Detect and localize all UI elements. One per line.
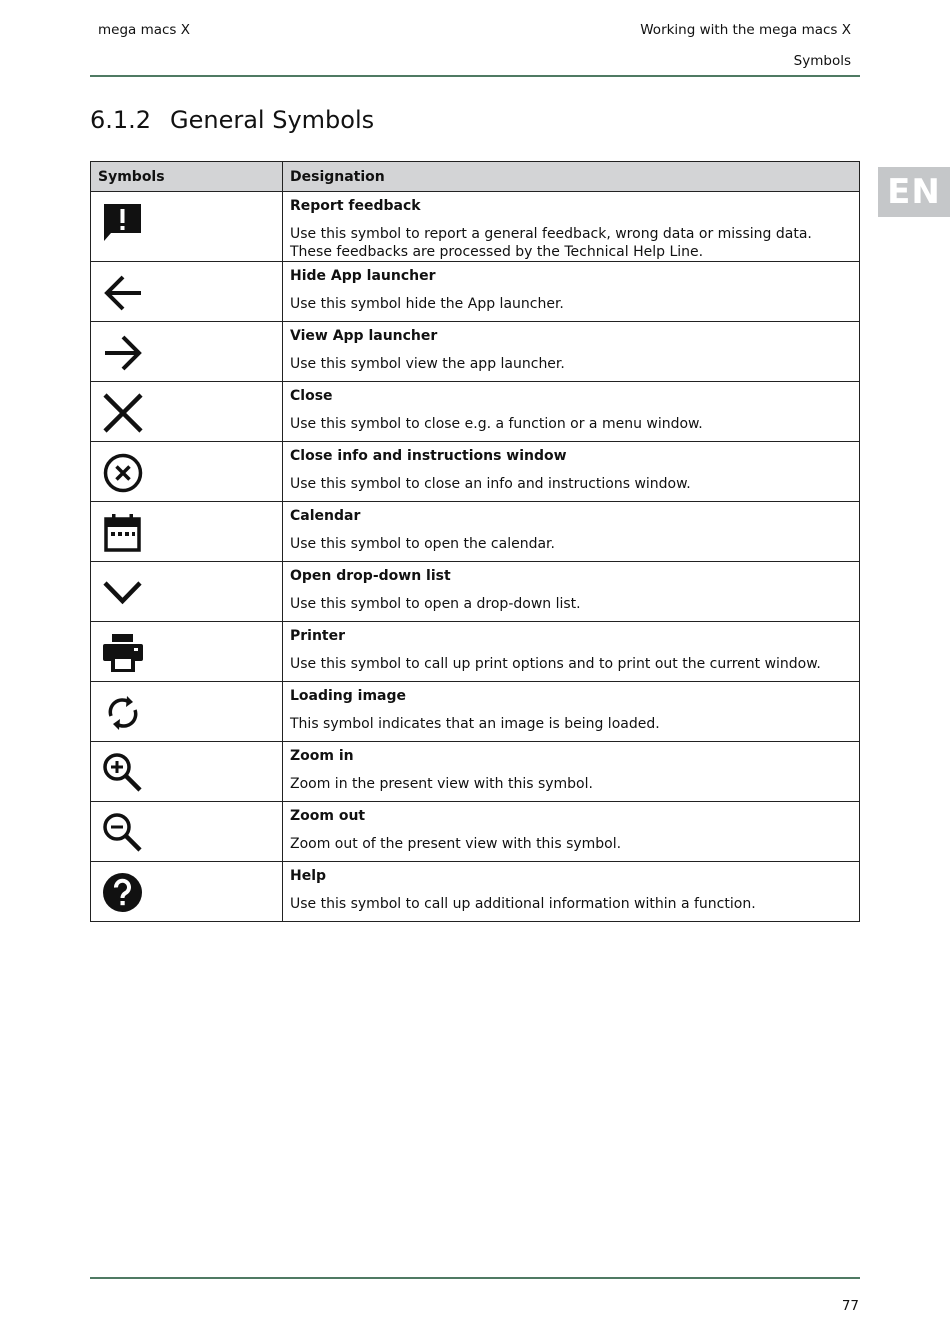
table-row xyxy=(91,382,860,442)
designation-title: Report feedback xyxy=(290,198,421,214)
designation-title: Close info and instructions window xyxy=(290,448,567,464)
designation-title: Help xyxy=(290,868,327,884)
designation-text: Zoom in the present view with this symbol. xyxy=(290,776,593,792)
loading-icon xyxy=(101,691,145,735)
symbol-cell xyxy=(91,562,283,622)
designation-title: Zoom out xyxy=(290,808,366,824)
designation-text: Zoom out of the present view with this symbol. xyxy=(290,836,622,852)
header-divider xyxy=(90,75,860,77)
table-row xyxy=(91,802,860,862)
designation-text: Use this symbol to open the calendar. xyxy=(290,536,555,552)
symbol-cell xyxy=(91,382,283,442)
report-feedback-icon xyxy=(101,201,145,245)
zoom-in-icon xyxy=(101,751,145,795)
designation-cell xyxy=(283,682,860,742)
designation-text: Use this symbol to report a general feedback, wrong data or missing data. These feedbacks are processed by the Technical Help Line. xyxy=(290,226,812,260)
header-chapter xyxy=(640,15,851,77)
designation-title: Zoom in xyxy=(290,748,354,764)
table-header-row xyxy=(91,162,860,192)
symbol-cell xyxy=(91,442,283,502)
designation-text: Use this symbol to call up additional information within a function. xyxy=(290,896,756,912)
symbols-table xyxy=(90,161,860,922)
symbol-cell xyxy=(91,682,283,742)
printer-icon xyxy=(101,631,145,675)
header-section-title: Symbols xyxy=(793,53,851,69)
header-product-name: mega macs X xyxy=(98,22,191,38)
designation-cell xyxy=(283,862,860,922)
table-row xyxy=(91,322,860,382)
table-row xyxy=(91,862,860,922)
designation-cell xyxy=(283,192,860,262)
close-circle-icon xyxy=(101,451,145,495)
symbol-cell xyxy=(91,192,283,262)
designation-title: Close xyxy=(290,388,333,404)
designation-title: Loading image xyxy=(290,688,407,704)
zoom-out-icon xyxy=(101,811,145,855)
designation-cell xyxy=(283,382,860,442)
symbol-cell xyxy=(91,862,283,922)
designation-text: Use this symbol to call up print options and to print out the current window. xyxy=(290,656,821,672)
footer-divider xyxy=(90,1277,860,1279)
page-title xyxy=(90,106,374,134)
close-icon xyxy=(101,391,145,435)
symbol-cell xyxy=(91,802,283,862)
table-row xyxy=(91,192,860,262)
designation-text: Use this symbol to open a drop-down list. xyxy=(290,596,581,612)
table-row xyxy=(91,562,860,622)
table-row xyxy=(91,262,860,322)
designation-cell xyxy=(283,742,860,802)
designation-text: This symbol indicates that an image is being loaded. xyxy=(290,716,660,732)
designation-cell xyxy=(283,502,860,562)
symbol-cell xyxy=(91,322,283,382)
designation-title: View App launcher xyxy=(290,328,438,344)
section-number: 6.1.2 xyxy=(90,106,152,134)
designation-cell xyxy=(283,262,860,322)
arrow-right-icon xyxy=(101,331,145,375)
table-row xyxy=(91,682,860,742)
chevron-down-icon xyxy=(101,571,145,615)
designation-text: Use this symbol view the app launcher. xyxy=(290,356,565,372)
designation-text: Use this symbol hide the App launcher. xyxy=(290,296,564,312)
column-header-symbols: Symbols xyxy=(91,162,283,192)
designation-title: Printer xyxy=(290,628,346,644)
calendar-icon xyxy=(101,511,145,555)
table-row xyxy=(91,622,860,682)
table-row xyxy=(91,742,860,802)
designation-text: Use this symbol to close e.g. a function or a menu window. xyxy=(290,416,703,432)
symbol-cell xyxy=(91,262,283,322)
designation-title: Open drop-down list xyxy=(290,568,451,584)
symbol-cell xyxy=(91,502,283,562)
arrow-left-icon xyxy=(101,271,145,315)
designation-cell xyxy=(283,322,860,382)
language-tab: EN xyxy=(878,167,950,217)
symbol-cell xyxy=(91,742,283,802)
designation-title: Calendar xyxy=(290,508,361,524)
symbol-cell xyxy=(91,622,283,682)
designation-cell xyxy=(283,442,860,502)
designation-cell xyxy=(283,562,860,622)
designation-cell xyxy=(283,622,860,682)
section-title: General Symbols xyxy=(170,106,375,134)
help-icon xyxy=(101,871,145,915)
page-number: 77 xyxy=(841,1298,859,1314)
header-chapter-title: Working with the mega macs X xyxy=(640,22,851,38)
designation-title: Hide App launcher xyxy=(290,268,436,284)
table-row xyxy=(91,442,860,502)
designation-cell xyxy=(283,802,860,862)
designation-text: Use this symbol to close an info and instructions window. xyxy=(290,476,691,492)
table-row xyxy=(91,502,860,562)
column-header-designation: Designation xyxy=(283,162,860,192)
